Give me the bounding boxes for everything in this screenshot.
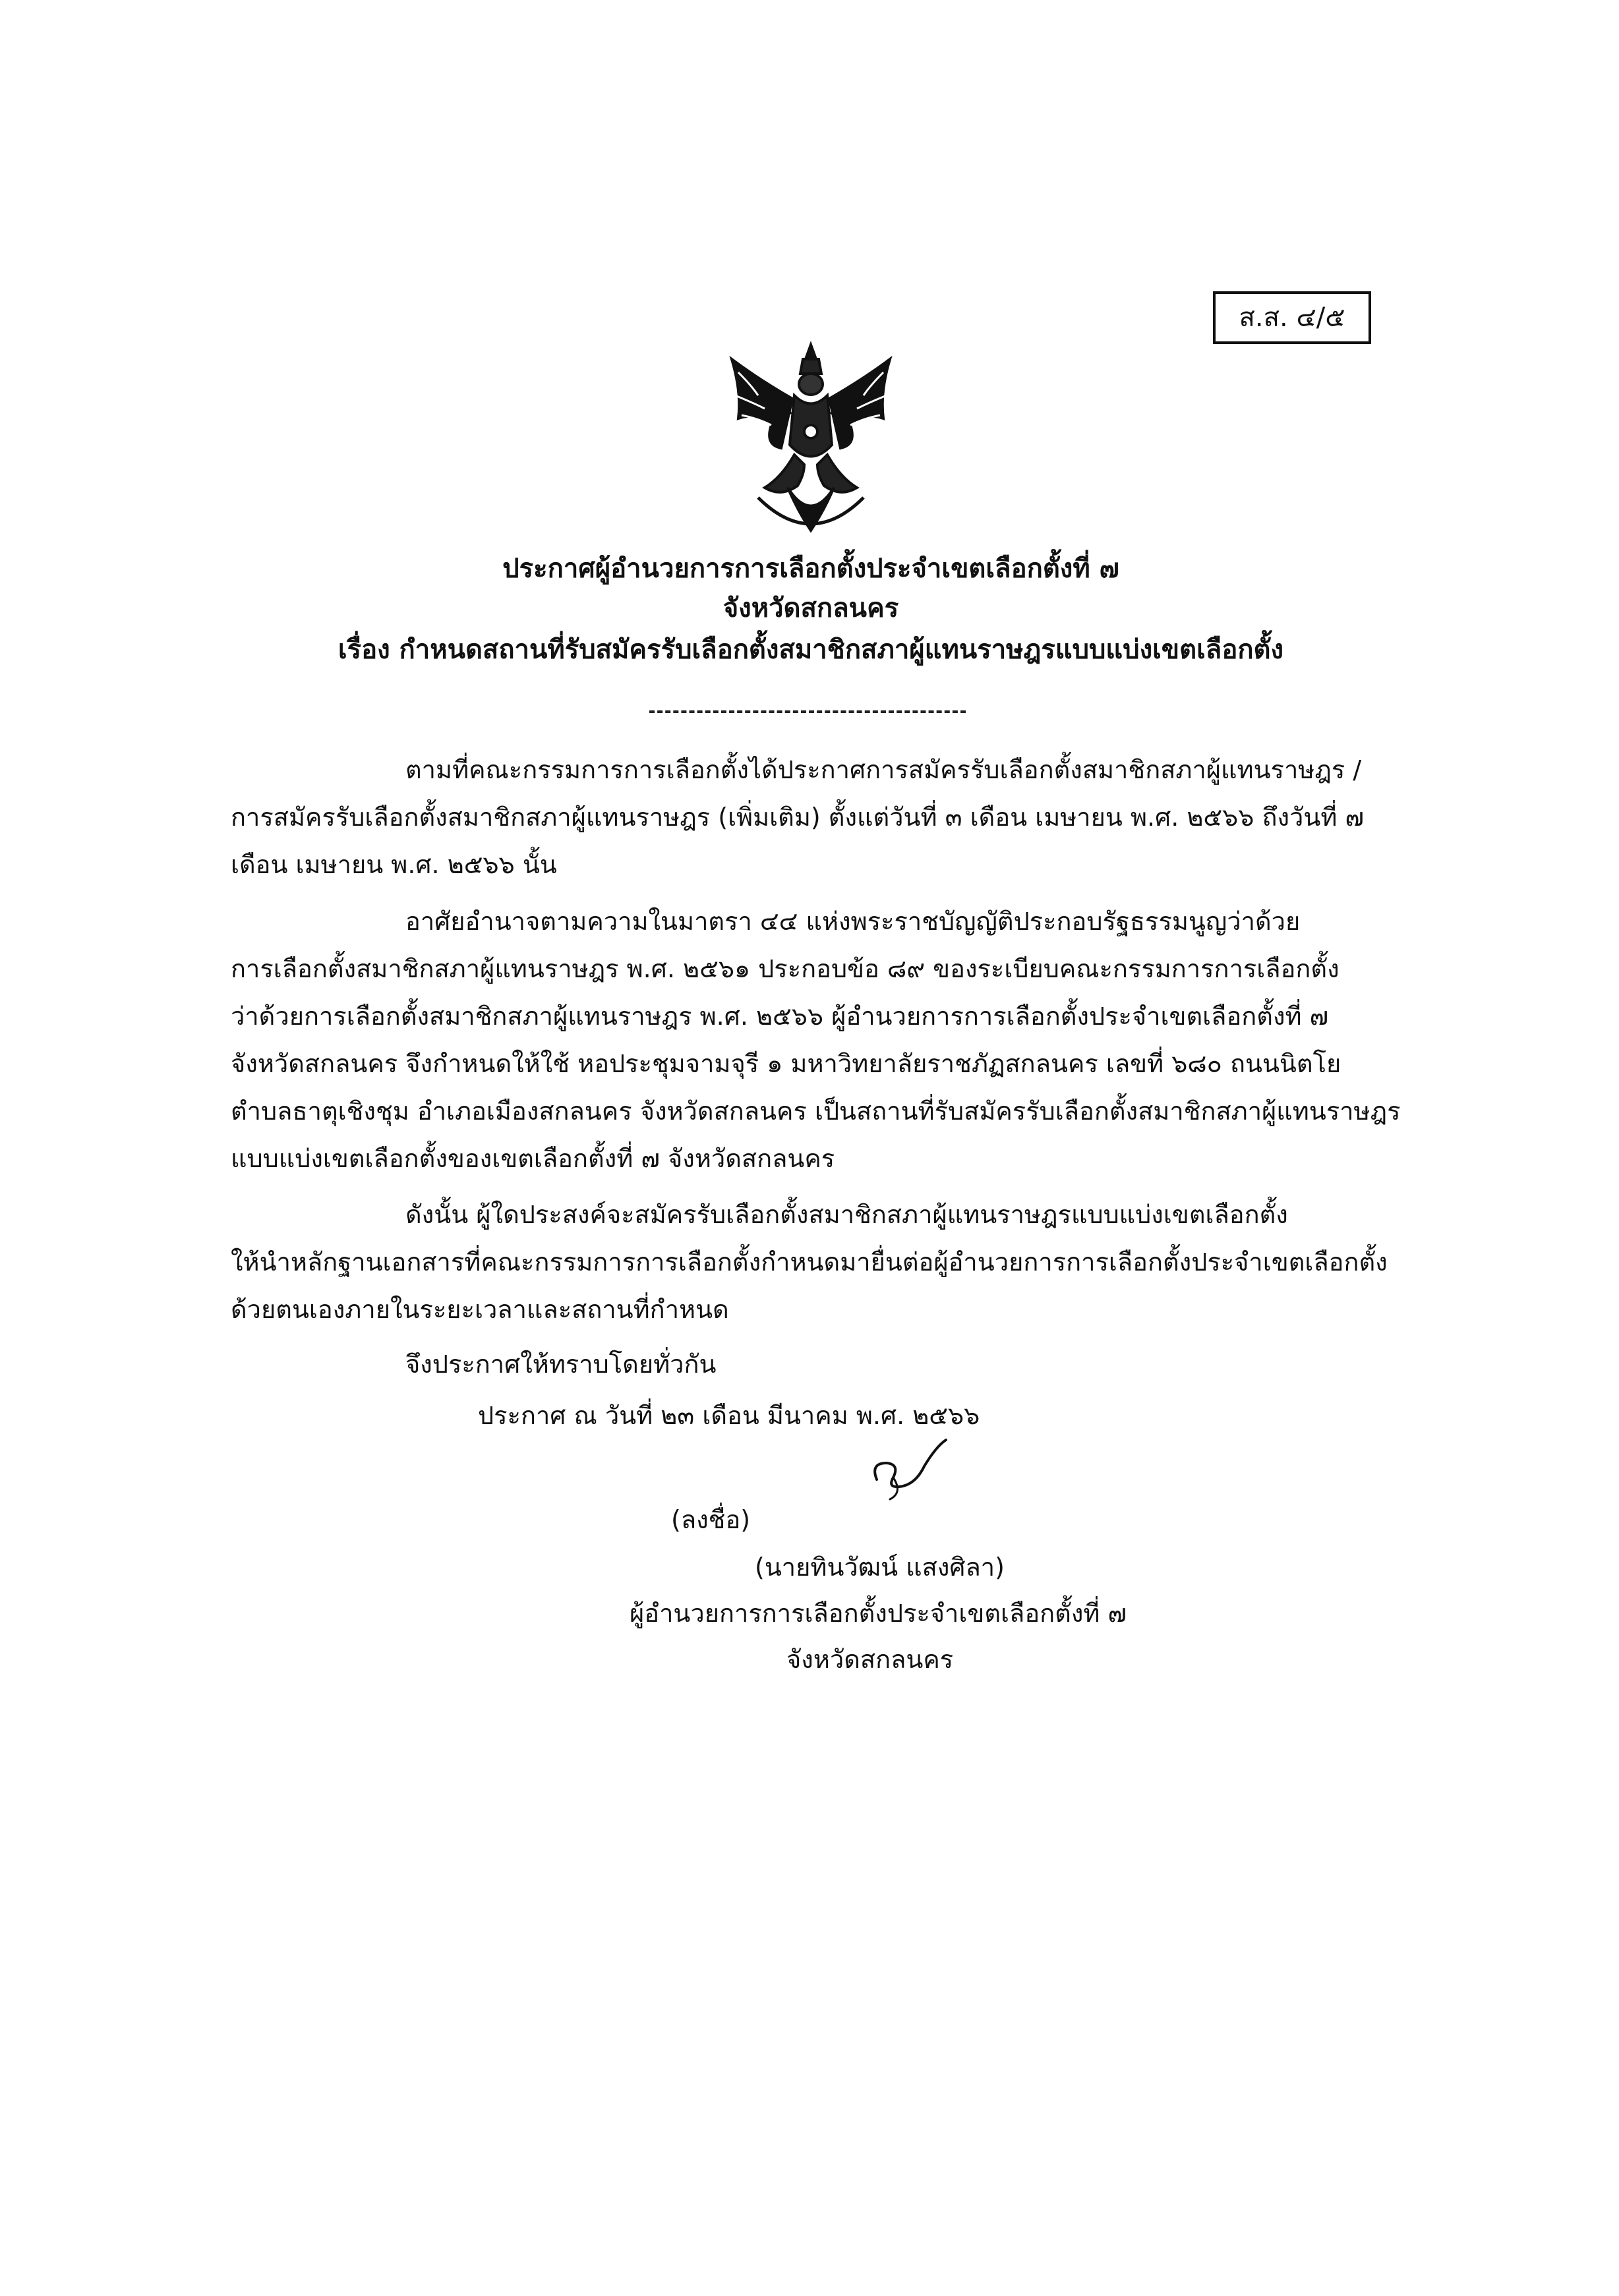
sign-label: (ลงชื่อ) [671, 1505, 751, 1534]
announce-text: จึงประกาศให้ทราบโดยทั่วกัน [405, 1350, 717, 1379]
para2-line-1: อาศัยอำนาจตามความในมาตรา ๔๔ แห่งพระราชบัญญัติประกอบรัฐธรรมนูญว่าด้วย [405, 907, 1301, 936]
para3-line-2: ให้นำหลักฐานเอกสารที่คณะกรรมการการเลือกตั้งกำหนดมายื่นต่อผู้อำนวยการการเลือกตั้งประจำเขตเลือกตั้ง [231, 1248, 1388, 1277]
heading-line-1: ประกาศผู้อำนวยการการเลือกตั้งประจำเขตเลือกตั้งที่ ๗ [502, 554, 1119, 584]
heading-line-2: จังหวัดสกลนคร [722, 593, 899, 623]
para1-line-2: การสมัครรับเลือกตั้งสมาชิกสภาผู้แทนราษฎร (เพิ่มเติม) ตั้งแต่วันที่ ๓ เดือน เมษายน พ.ศ. ๒๕๖๖ ถึงวันที่ ๗ [231, 803, 1365, 832]
para2-line-2: การเลือกตั้งสมาชิกสภาผู้แทนราษฎร พ.ศ. ๒๕๖๑ ประกอบข้อ ๘๙ ของระเบียบคณะกรรมการการเลือกตั้ง [231, 954, 1339, 983]
para2-line-5: ตำบลธาตุเชิงชุม อำเภอเมืองสกลนคร จังหวัดสกลนคร เป็นสถานที่รับสมัครรับเลือกตั้งสมาชิกสภาผู้แทนราษฎร [231, 1097, 1401, 1126]
signer-position: ผู้อำนวยการการเลือกตั้งประจำเขตเลือกตั้งที่ ๗ [630, 1599, 1127, 1628]
form-code-box: ส.ส. ๔/๕ [1213, 291, 1371, 344]
para1-line-1: ตามที่คณะกรรมการการเลือกตั้งได้ประกาศการสมัครรับเลือกตั้งสมาชิกสภาผู้แทนราษฎร / [405, 755, 1362, 784]
handwritten-signature [864, 1437, 962, 1522]
para2-line-6: แบบแบ่งเขตเลือกตั้งของเขตเลือกตั้งที่ ๗ จังหวัดสกลนคร [231, 1144, 835, 1173]
garuda-emblem-icon [719, 333, 903, 544]
para2-line-4: จังหวัดสกลนคร จึงกำหนดให้ใช้ หอประชุมจามจุรี ๑ มหาวิทยาลัยราชภัฏสกลนคร เลขที่ ๖๘๐ ถนนนิตโย [231, 1049, 1341, 1078]
para3-line-3: ด้วยตนเองภายในระยะเวลาและสถานที่กำหนด [231, 1295, 729, 1324]
signer-province: จังหวัดสกลนคร [786, 1645, 954, 1674]
para3-line-1: ดังนั้น ผู้ใดประสงค์จะสมัครรับเลือกตั้งสมาชิกสภาผู้แทนราษฎรแบบแบ่งเขตเลือกตั้ง [405, 1200, 1288, 1229]
dashed-divider [649, 710, 966, 713]
para2-line-3: ว่าด้วยการเลือกตั้งสมาชิกสภาผู้แทนราษฎร พ.ศ. ๒๕๖๖ ผู้อำนวยการการเลือกตั้งประจำเขตเลือกตั้งที่ ๗ [231, 1002, 1329, 1031]
para1-line-3: เดือน เมษายน พ.ศ. ๒๕๖๖ นั้น [231, 850, 557, 879]
signer-name: (นายทินวัฒน์ แสงศิลา) [755, 1553, 1005, 1582]
announce-date: ประกาศ ณ วันที่ ๒๓ เดือน มีนาคม พ.ศ. ๒๕๖๖ [478, 1401, 980, 1430]
heading-subject: เรื่อง กำหนดสถานที่รับสมัครรับเลือกตั้งสมาชิกสภาผู้แทนราษฎรแบบแบ่งเขตเลือกตั้ง [338, 635, 1284, 665]
